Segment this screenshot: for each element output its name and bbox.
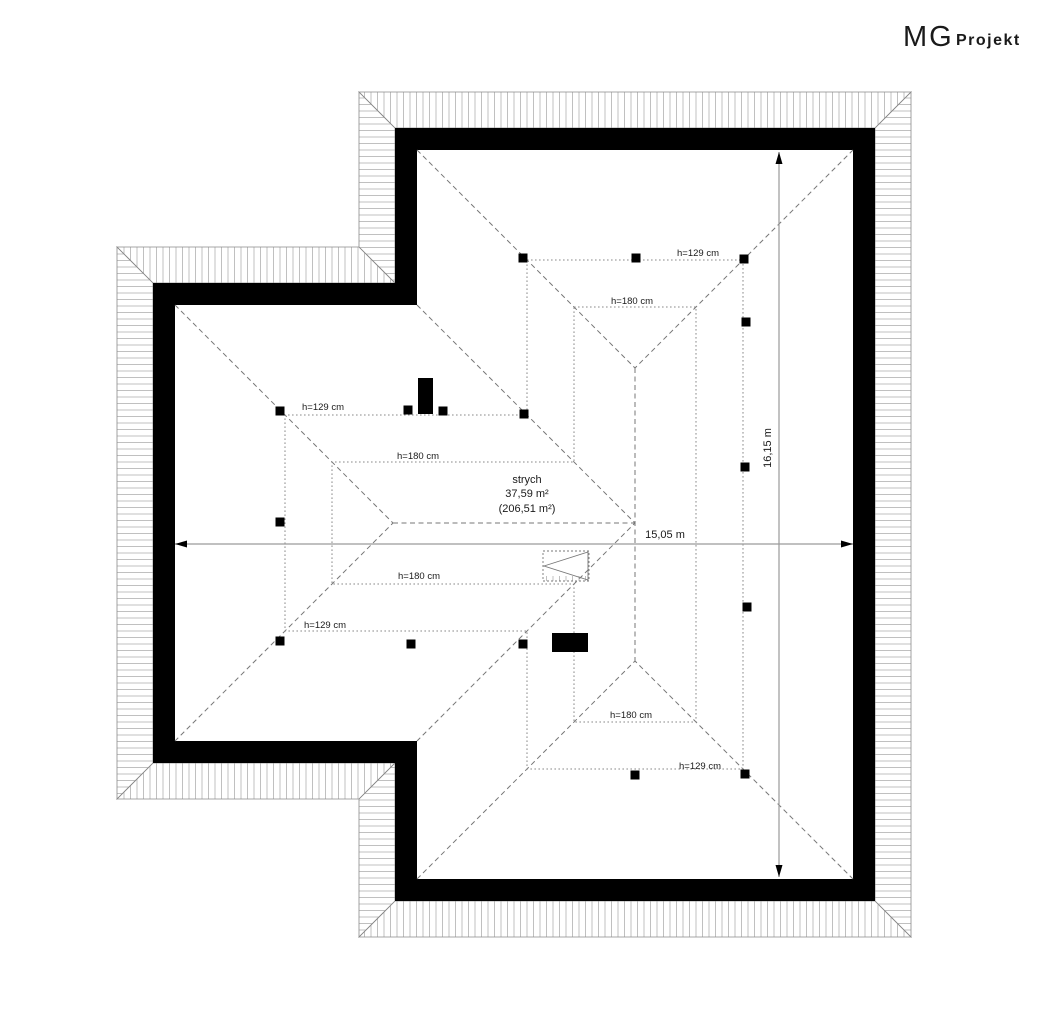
eave-band-wing-bottom [117, 763, 395, 799]
eave-band-wing-top [117, 247, 395, 283]
dim-height-label: 16,15 m [762, 428, 774, 468]
roof-marker [632, 254, 641, 263]
roof-marker [631, 771, 640, 780]
roof-valley-lines [417, 305, 635, 741]
logo [903, 21, 1021, 53]
height-contour-label: h=129 cm [304, 620, 346, 631]
eave-band-right [875, 92, 911, 937]
roof-marker [740, 255, 749, 264]
roof-marker [741, 463, 750, 472]
roof-marker [404, 406, 413, 415]
dim-arrow-left [175, 541, 187, 548]
height-contour-label: h=129 cm [302, 402, 344, 413]
logo-projekt-text: Projekt [956, 32, 1021, 49]
height-contour-label: h=180 cm [398, 571, 440, 582]
roof-hatch-symbol [544, 552, 588, 580]
roof-marker [520, 410, 529, 419]
room-name: strych [512, 474, 542, 486]
roof-marker [742, 318, 751, 327]
roof-hip-bottom [417, 661, 853, 879]
roof-marker [407, 640, 416, 649]
roof-marker [276, 407, 285, 416]
dimension-width [175, 529, 853, 548]
dim-arrow-top [776, 152, 783, 164]
eave-band-top [359, 92, 911, 128]
chimney [552, 633, 588, 652]
dim-width-label: 15,05 m [645, 529, 685, 541]
logo-mg-text: MG [903, 21, 954, 53]
roof-marker [439, 407, 448, 416]
roof-elements [276, 254, 752, 780]
height-contour-label: h=180 cm [611, 296, 653, 307]
room-area-gross: (206,51 m²) [498, 503, 556, 515]
chimney [418, 378, 433, 414]
eave-band-wing-left [117, 247, 153, 799]
dim-arrow-bottom [776, 865, 783, 877]
roof-marker [519, 640, 528, 649]
roof-marker [741, 770, 750, 779]
height-contour-label: h=129 cm [679, 761, 721, 772]
eave-band-bottom [359, 901, 911, 937]
height-contour-label: h=180 cm [397, 451, 439, 462]
height-contour-label: h=180 cm [610, 710, 652, 721]
roof-marker [276, 518, 285, 527]
dim-arrow-right [841, 541, 853, 548]
dimension-height [762, 152, 783, 877]
roof-marker [743, 603, 752, 612]
roof-marker [276, 637, 285, 646]
height-contour-label: h=129 cm [677, 248, 719, 259]
room-label-block [499, 474, 556, 515]
roof-marker [519, 254, 528, 263]
room-area-net: 37,59 m² [505, 488, 549, 500]
